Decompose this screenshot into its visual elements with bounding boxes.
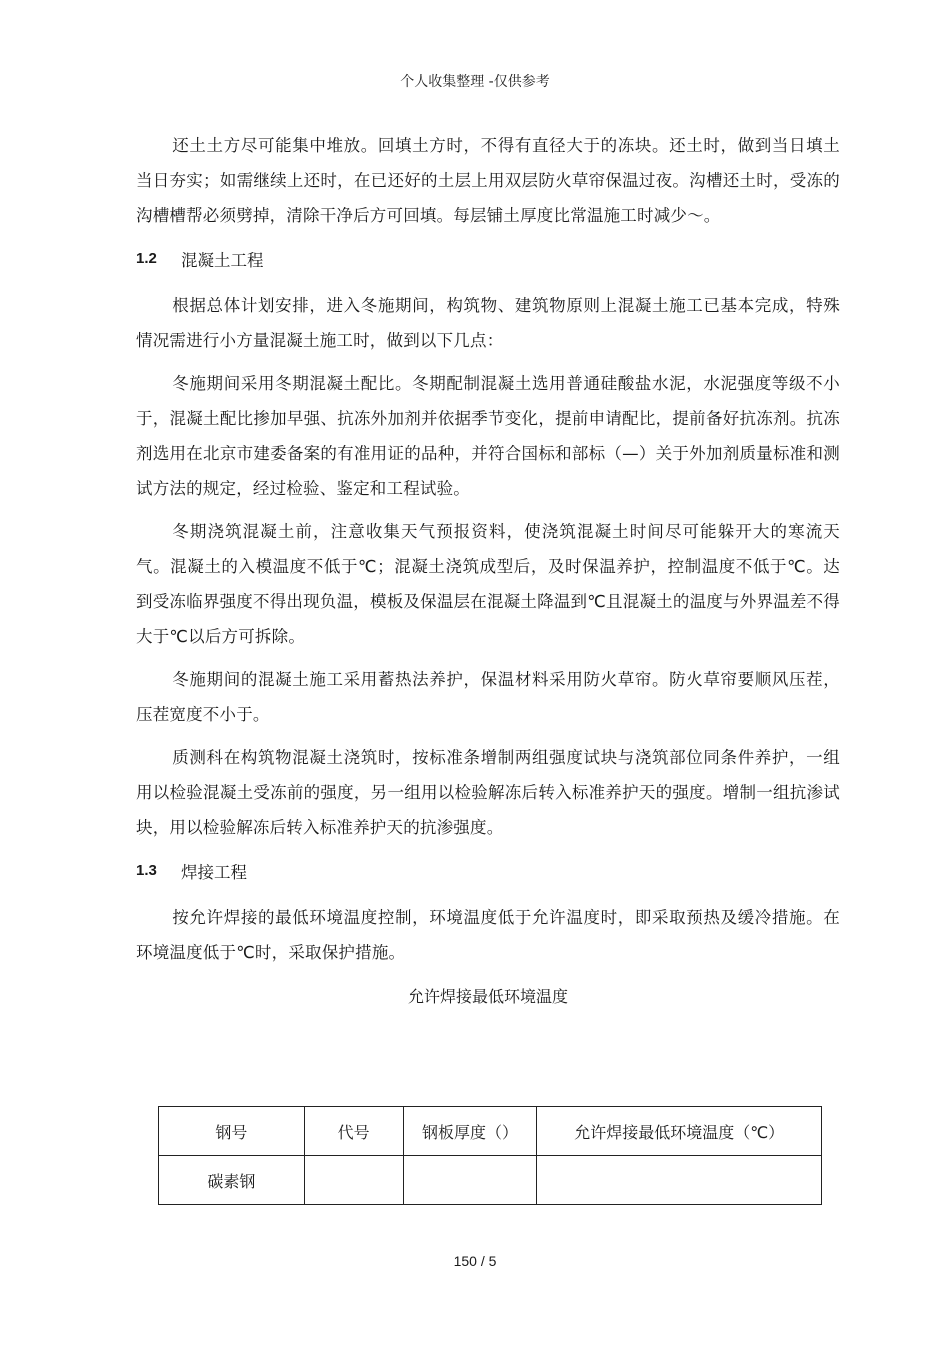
table-header-cell: 钢板厚度（） <box>403 1107 537 1156</box>
paragraph-welding: 按允许焊接的最低环境温度控制，环境温度低于允许温度时，即采取预热及缓冷措施。在环境温度低于℃时，采取保护措施。 <box>136 908 840 962</box>
section-number: 1.3 <box>136 862 157 879</box>
table-cell: 碳素钢 <box>159 1156 305 1205</box>
paragraph-concrete-mix: 冬施期间采用冬期混凝土配比。冬期配制混凝土选用普通硅酸盐水泥，水泥强度等级不小于，混凝土配比掺加早强、抗冻外加剂并依据季节变化，提前申请配比，提前备好抗冻剂。抗冻剂选用在北京市建委备案的有准用证的品种，并符合国标和部标（—）关于外加剂质量标准和测试方法的规定，经过检验、鉴定和工程试验。 <box>136 374 840 498</box>
paragraph-backfill: 还土土方尽可能集中堆放。回填土方时，不得有直径大于的冻块。还土时，做到当日填土当日夯实；如需继续上还时，在已还好的土层上用双层防火草帘保温过夜。沟槽还土时，受冻的沟槽槽帮必须劈掉，清除干净后方可回填。每层铺土厚度比常温施工时减少～。 <box>136 136 840 225</box>
section-number: 1.2 <box>136 250 157 267</box>
table-header-cell: 钢号 <box>159 1107 305 1156</box>
table-header-cell: 允许焊接最低环境温度（℃） <box>537 1107 822 1156</box>
table-header-row <box>159 1107 822 1156</box>
section-title: 混凝土工程 <box>181 250 264 270</box>
table-cell <box>403 1156 537 1205</box>
table-cell <box>537 1156 822 1205</box>
section-title: 焊接工程 <box>181 862 247 882</box>
table-caption: 允许焊接最低环境温度 <box>407 987 568 1006</box>
paragraph-concrete-intro: 根据总体计划安排，进入冬施期间，构筑物、建筑物原则上混凝土施工已基本完成，特殊情况需进行小方量混凝土施工时，做到以下几点： <box>136 296 840 350</box>
section-heading-concrete <box>136 241 840 276</box>
page-number: 150 / 5 <box>453 1253 497 1269</box>
welding-temperature-table <box>158 1106 822 1205</box>
page-header: 个人收集整理 -仅供参考 <box>400 74 550 90</box>
document-body <box>136 128 840 1021</box>
table-header-cell: 代号 <box>304 1107 403 1156</box>
table-cell <box>304 1156 403 1205</box>
paragraph-concrete-pouring: 冬期浇筑混凝土前，注意收集天气预报资料，使浇筑混凝土时间尽可能躲开大的寒流天气。混凝土的入模温度不低于℃；混凝土浇筑成型后，及时保温养护，控制温度不低于℃。达到受冻临界强度不得出现负温，模板及保温层在混凝土降温到℃且混凝土的温度与外界温差不得大于℃以后方可拆除。 <box>136 522 840 646</box>
paragraph-concrete-curing: 冬施期间的混凝土施工采用蓄热法养护，保温材料采用防火草帘。防火草帘要顺风压茬，压茬宽度不小于。 <box>136 670 840 724</box>
paragraph-quality-test: 质测科在构筑物混凝土浇筑时，按标准条增制两组强度试块与浇筑部位同条件养护，一组用以检验混凝土受冻前的强度，另一组用以检验解冻后转入标准养护天的强度。增制一组抗渗试块，用以检验解冻后转入标准养护天的抗渗强度。 <box>136 748 840 837</box>
section-heading-welding <box>136 853 840 888</box>
table-row <box>159 1156 822 1205</box>
